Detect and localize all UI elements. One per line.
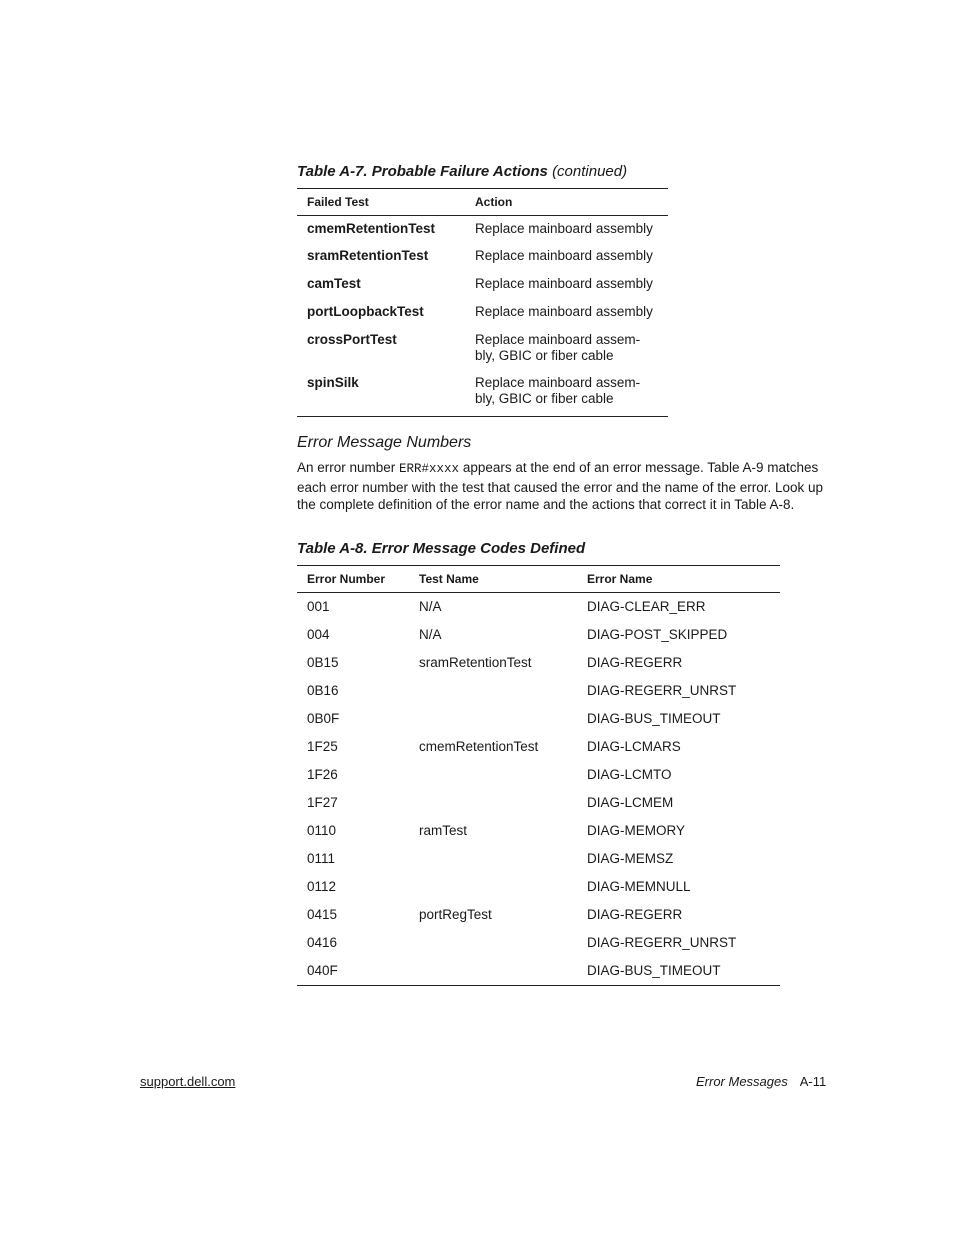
table-a8-caption: Table A-8. Error Message Codes Defined xyxy=(297,540,586,557)
table-row xyxy=(297,957,780,986)
section-heading: Error Message Numbers xyxy=(297,434,472,451)
test-name-cell: N/A xyxy=(419,627,442,642)
table-a8 xyxy=(297,565,780,986)
table-row xyxy=(297,901,780,929)
failed-test-cell: cmemRetentionTest xyxy=(307,221,436,236)
table-a8-header-row xyxy=(297,566,780,593)
table-a7-caption-title: Table A-7. Probable Failure Actions xyxy=(297,163,548,180)
table-row xyxy=(297,244,668,272)
table-row xyxy=(297,789,780,817)
error-name-cell: DIAG-LCMARS xyxy=(587,739,681,754)
action-cell: Replace mainboard assembly xyxy=(475,275,653,291)
error-name-cell: DIAG-LCMEM xyxy=(587,795,674,810)
table-row xyxy=(297,733,780,761)
error-number-cell: 0112 xyxy=(307,879,337,894)
failed-test-cell: portLoopbackTest xyxy=(307,303,424,319)
test-name-cell xyxy=(409,845,577,873)
test-name-cell xyxy=(409,929,577,957)
error-number-cell: 0B0F xyxy=(307,711,340,726)
test-name-cell: portRegTest xyxy=(419,907,492,922)
failed-test-cell: spinSilk xyxy=(307,374,359,390)
page-number: A-11 xyxy=(799,1074,827,1089)
page-footer xyxy=(696,1074,826,1089)
test-name-cell: N/A xyxy=(419,599,442,614)
table-row xyxy=(297,216,668,244)
error-number-cell: 0111 xyxy=(307,851,336,866)
action-cell: Replace mainboard assembly xyxy=(475,221,653,236)
error-number-cell: 004 xyxy=(307,627,330,642)
table-a7-header-action: Action xyxy=(475,195,513,209)
test-name-cell: ramTest xyxy=(419,823,468,838)
action-line: bly, GBIC or fiber cable xyxy=(475,347,614,363)
error-name-cell: DIAG-MEMSZ xyxy=(587,851,674,866)
error-number-cell: 0110 xyxy=(307,823,337,838)
paragraph-text-start: An error number xyxy=(297,460,400,475)
error-code-inline: ERR#xxxx xyxy=(399,462,460,476)
error-name-cell: DIAG-CLEAR_ERR xyxy=(587,599,706,614)
test-name-cell xyxy=(409,873,577,901)
footer-section-title: Error Messages xyxy=(696,1074,788,1089)
error-name-cell: DIAG-BUS_TIMEOUT xyxy=(587,963,721,978)
table-row xyxy=(297,300,668,328)
table-row xyxy=(297,677,780,705)
error-number-cell: 1F27 xyxy=(307,795,338,810)
test-name-cell xyxy=(409,957,577,986)
error-name-cell: DIAG-REGERR xyxy=(587,655,683,670)
table-a7-caption xyxy=(297,163,627,180)
error-name-cell: DIAG-BUS_TIMEOUT xyxy=(587,711,721,726)
test-name-cell: cmemRetentionTest xyxy=(419,739,539,754)
test-name-cell: sramRetentionTest xyxy=(419,655,532,670)
error-number-cell: 040F xyxy=(307,963,338,978)
support-link[interactable]: support.dell.com xyxy=(140,1074,236,1089)
table-a7 xyxy=(297,188,668,417)
failed-test-cell: camTest xyxy=(307,275,361,291)
error-number-cell: 0415 xyxy=(307,907,338,922)
table-a8-header-test-name: Test Name xyxy=(419,572,479,586)
table-row xyxy=(297,621,780,649)
section-paragraph xyxy=(297,459,830,514)
failed-test-cell: sramRetentionTest xyxy=(307,247,429,263)
error-number-cell: 0B15 xyxy=(307,655,339,670)
error-name-cell: DIAG-MEMNULL xyxy=(587,879,691,894)
action-cell xyxy=(465,371,668,417)
error-number-cell: 001 xyxy=(307,599,330,614)
table-a8-header-error-name: Error Name xyxy=(587,572,653,586)
table-row xyxy=(297,649,780,677)
error-name-cell: DIAG-POST_SKIPPED xyxy=(587,627,728,642)
test-name-cell xyxy=(409,705,577,733)
action-cell: Replace mainboard assembly xyxy=(475,247,653,263)
error-name-cell: DIAG-LCMTO xyxy=(587,767,672,782)
error-name-cell: DIAG-MEMORY xyxy=(587,823,686,838)
action-line: Replace mainboard assem- xyxy=(475,374,641,390)
error-name-cell: DIAG-REGERR_UNRST xyxy=(587,935,737,950)
test-name-cell xyxy=(409,789,577,817)
table-row xyxy=(297,593,780,622)
error-number-cell: 1F25 xyxy=(307,739,338,754)
table-row xyxy=(297,817,780,845)
action-cell: Replace mainboard assembly xyxy=(475,303,653,319)
table-a8-body xyxy=(297,593,780,986)
table-row xyxy=(297,371,668,417)
error-number-cell: 0416 xyxy=(307,935,338,950)
action-line: bly, GBIC or fiber cable xyxy=(475,390,614,406)
table-row xyxy=(297,929,780,957)
error-number-cell: 0B16 xyxy=(307,683,339,698)
table-a7-header-failed-test: Failed Test xyxy=(307,195,369,209)
table-a8-header-error-number: Error Number xyxy=(307,572,386,586)
table-row xyxy=(297,272,668,300)
table-row xyxy=(297,705,780,733)
error-number-cell: 1F26 xyxy=(307,767,338,782)
error-name-cell: DIAG-REGERR_UNRST xyxy=(587,683,737,698)
table-row xyxy=(297,761,780,789)
table-a7-caption-suffix: (continued) xyxy=(552,163,628,180)
failed-test-cell: crossPortTest xyxy=(307,331,397,347)
test-name-cell xyxy=(409,761,577,789)
table-row xyxy=(297,328,668,371)
paragraph-text-end: appears at the end of an error message. Table A-9 matches each error number with the test that caused the error and the name of the error. Look up the complete definition of the error name and the actions that correct it in Table A-8. xyxy=(297,460,824,512)
action-line: Replace mainboard assem- xyxy=(475,331,641,347)
table-row xyxy=(297,845,780,873)
table-a7-header-row xyxy=(297,189,668,216)
action-cell xyxy=(465,328,668,371)
table-row xyxy=(297,873,780,901)
test-name-cell xyxy=(409,677,577,705)
error-name-cell: DIAG-REGERR xyxy=(587,907,683,922)
